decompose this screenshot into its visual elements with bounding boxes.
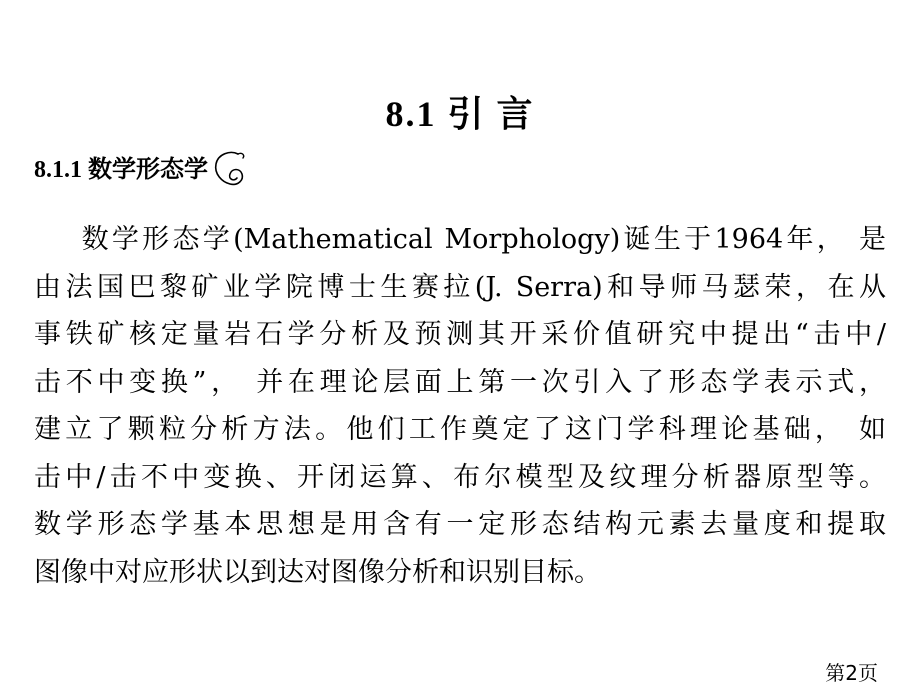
paragraph-line: 图像中对应形状以到达对图像分析和识别目标。 xyxy=(34,556,601,588)
body-paragraph xyxy=(34,216,886,596)
paragraph-line: 击中/击不中变换、开闭运算、布尔模型及纹理分析器原型等。 xyxy=(34,461,886,493)
paragraph-line: 由法国巴黎矿业学院博士生赛拉(J. Serra)和导师马瑟荣，在从 xyxy=(34,271,886,303)
paragraph-line: 事铁矿核定量岩石学分析及预测其开采价值研究中提出“击中/ xyxy=(34,319,886,350)
section-heading-text: 8.1.1 数学形态学 xyxy=(34,157,208,183)
paragraph-line: 建立了颗粒分析方法。他们工作奠定了这门学科理论基础， 如 xyxy=(34,414,886,445)
paragraph-line: 数学形态学基本思想是用含有一定形态结构元素去量度和提取 xyxy=(34,509,886,540)
decorative-swirl-icon xyxy=(208,148,248,192)
paragraph-line: 数学形态学(Mathematical Morphology)诞生于1964年， 是 xyxy=(34,224,886,255)
section-heading xyxy=(34,150,248,190)
slide-title: 8.1 引 言 xyxy=(385,94,535,134)
paragraph-line: 击不中变换”， 并在理论层面上第一次引入了形态学表示式， xyxy=(34,366,886,398)
page-number: 第2页 xyxy=(825,661,878,685)
